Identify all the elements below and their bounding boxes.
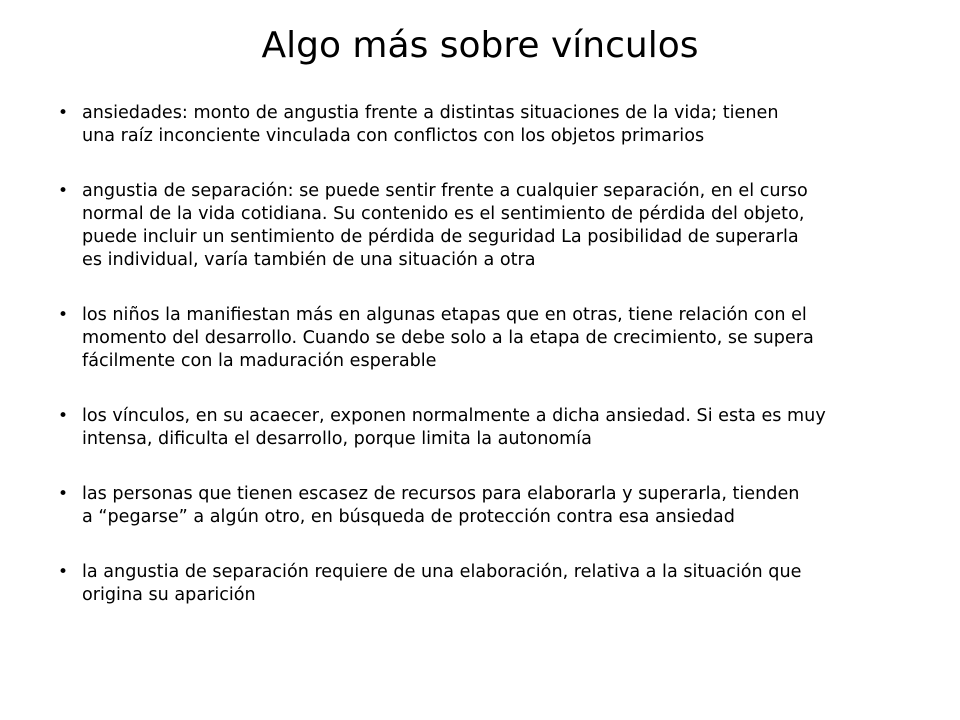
bullet-text-line: ansiedades: monto de angustia frente a distintas situaciones de la vida; tienen bbox=[82, 103, 779, 123]
bullet-text-line: los vínculos, en su acaecer, exponen normalmente a dicha ansiedad. Si esta es muy bbox=[82, 406, 826, 426]
bullet-text-line: normal de la vida cotidiana. Su contenido es el sentimiento de pérdida del objeto, bbox=[82, 204, 805, 224]
bullet-text-line: puede incluir un sentimiento de pérdida de seguridad La posibilidad de superarla bbox=[82, 227, 799, 247]
bullet-text-line: la angustia de separación requiere de una elaboración, relativa a la situación que bbox=[82, 562, 802, 582]
bullet-item bbox=[58, 180, 918, 272]
bullet-marker: • bbox=[58, 181, 69, 201]
bullet-marker: • bbox=[58, 484, 69, 504]
bullet-text-line: las personas que tienen escasez de recursos para elaborarla y superarla, tienden bbox=[82, 484, 800, 504]
bullet-item bbox=[58, 304, 918, 373]
slide-title: Algo más sobre vínculos bbox=[261, 25, 699, 66]
bullet-text-line: fácilmente con la maduración esperable bbox=[82, 351, 437, 371]
bullet-text-line: angustia de separación: se puede sentir frente a cualquier separación, en el curso bbox=[82, 181, 808, 201]
bullet-marker: • bbox=[58, 562, 69, 582]
bullet-text-line: origina su aparición bbox=[82, 585, 256, 605]
bullet-item bbox=[58, 405, 918, 451]
bullet-marker: • bbox=[58, 103, 69, 123]
bullet-text-line: es individual, varía también de una situación a otra bbox=[82, 250, 536, 270]
bullet-text-line: momento del desarrollo. Cuando se debe solo a la etapa de crecimiento, se supera bbox=[82, 328, 814, 348]
bullet-item bbox=[58, 483, 918, 529]
bullet-marker: • bbox=[58, 305, 69, 325]
bullet-text-line: a “pegarse” a algún otro, en búsqueda de protección contra esa ansiedad bbox=[82, 507, 735, 527]
bullet-list bbox=[58, 102, 918, 639]
bullet-item bbox=[58, 102, 918, 148]
bullet-text-line: una raíz inconciente vinculada con conflictos con los objetos primarios bbox=[82, 126, 705, 146]
bullet-text-line: los niños la manifiestan más en algunas etapas que en otras, tiene relación con el bbox=[82, 305, 807, 325]
bullet-marker: • bbox=[58, 406, 69, 426]
bullet-item bbox=[58, 561, 918, 607]
bullet-text-line: intensa, dificulta el desarrollo, porque limita la autonomía bbox=[82, 429, 592, 449]
